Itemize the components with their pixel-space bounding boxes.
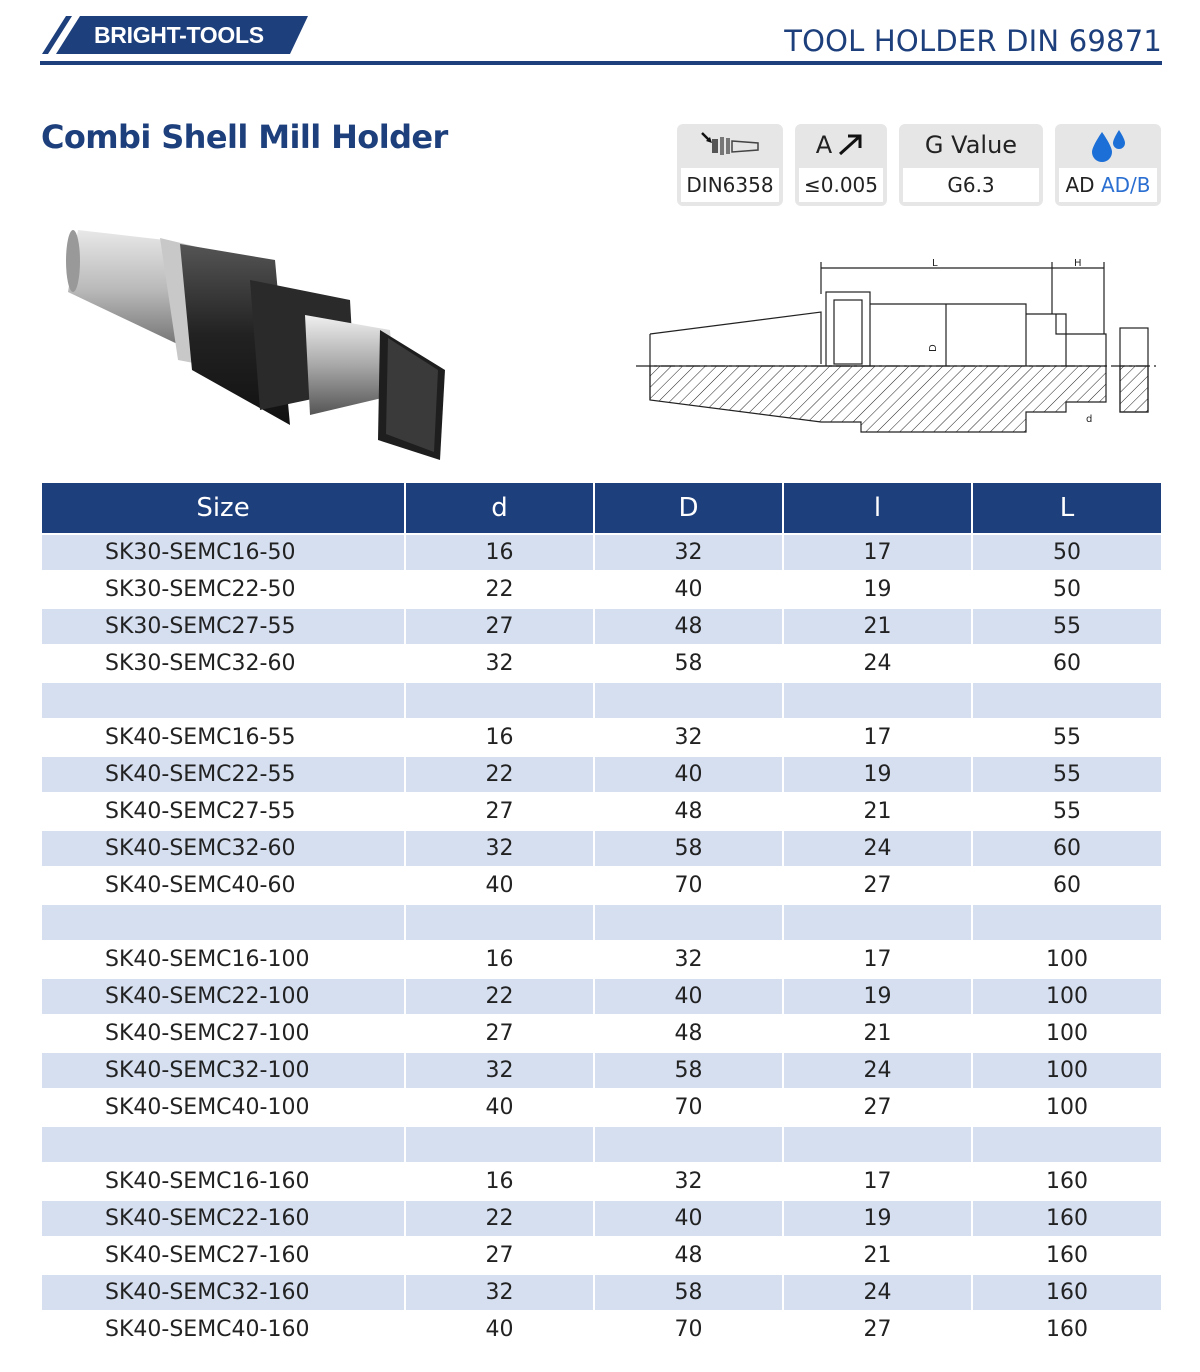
- dim-label-D: D: [928, 344, 939, 352]
- column-header-l-small: l: [783, 483, 972, 534]
- cell-l-large: 160: [972, 1163, 1161, 1200]
- cell-l-small: 24: [783, 1274, 972, 1311]
- table-row: [42, 793, 1161, 830]
- cell-l-small: 24: [783, 645, 972, 682]
- cell-d-large: 48: [594, 793, 783, 830]
- cell-l-large: 60: [972, 867, 1161, 904]
- cell-size: SK40-SEMC32-160: [42, 1274, 405, 1311]
- cell-l-small: 27: [783, 1089, 972, 1126]
- table-row: [42, 1237, 1161, 1274]
- column-header-d-small: d: [405, 483, 594, 534]
- table-row: [42, 756, 1161, 793]
- spec-badge-din-value: DIN6358: [681, 168, 779, 202]
- cell-l-large: 100: [972, 1089, 1161, 1126]
- document-title: TOOL HOLDER DIN 69871: [784, 24, 1162, 58]
- cell-d-small: 32: [405, 645, 594, 682]
- cell-size: SK40-SEMC32-100: [42, 1052, 405, 1089]
- cell-l-small: 24: [783, 830, 972, 867]
- cell-d-large: 32: [594, 941, 783, 978]
- cell-d-large: 48: [594, 608, 783, 645]
- cell-l-small: 19: [783, 756, 972, 793]
- cell-l-large: 160: [972, 1200, 1161, 1237]
- cell-d-large: 58: [594, 645, 783, 682]
- cell-d-small: 22: [405, 978, 594, 1015]
- table-row: [42, 1052, 1161, 1089]
- cell-size: SK40-SEMC27-55: [42, 793, 405, 830]
- column-header-l-large: L: [972, 483, 1161, 534]
- cell-l-large: 50: [972, 571, 1161, 608]
- table-row: [42, 1015, 1161, 1052]
- cell-d-small: 16: [405, 941, 594, 978]
- cell-d-large: 58: [594, 1052, 783, 1089]
- cell-size: [42, 1126, 405, 1163]
- cell-d-large: 40: [594, 978, 783, 1015]
- cell-l-small: 21: [783, 1015, 972, 1052]
- cell-d-small: [405, 682, 594, 719]
- cell-l-small: 17: [783, 1163, 972, 1200]
- spec-badge-din: [677, 124, 783, 206]
- cell-d-large: 40: [594, 1200, 783, 1237]
- table-row: [42, 867, 1161, 904]
- cell-size: SK30-SEMC16-50: [42, 534, 405, 571]
- cell-d-small: 22: [405, 1200, 594, 1237]
- table-row: [42, 1163, 1161, 1200]
- cell-l-large: [972, 1126, 1161, 1163]
- cell-l-large: 55: [972, 793, 1161, 830]
- cell-size: SK40-SEMC27-100: [42, 1015, 405, 1052]
- cell-d-small: 16: [405, 534, 594, 571]
- cell-l-small: 21: [783, 1237, 972, 1274]
- table-row: [42, 941, 1161, 978]
- cell-l-large: 160: [972, 1311, 1161, 1347]
- spec-badge-runout-value: ≤0.005: [799, 168, 883, 202]
- cell-d-large: [594, 904, 783, 941]
- cell-d-small: 22: [405, 756, 594, 793]
- cell-l-large: 100: [972, 1052, 1161, 1089]
- cell-size: SK40-SEMC16-160: [42, 1163, 405, 1200]
- coolant-adb: AD/B: [1100, 173, 1151, 197]
- cell-l-large: 160: [972, 1274, 1161, 1311]
- cell-d-large: 32: [594, 719, 783, 756]
- spec-badge-gvalue: [899, 124, 1043, 206]
- cell-size: SK40-SEMC40-160: [42, 1311, 405, 1347]
- spec-badge-gvalue-value: G6.3: [903, 168, 1039, 202]
- cell-l-small: 17: [783, 941, 972, 978]
- table-row: [42, 1200, 1161, 1237]
- cell-size: SK40-SEMC22-55: [42, 756, 405, 793]
- product-title: Combi Shell Mill Holder: [41, 118, 448, 156]
- cell-d-large: 40: [594, 571, 783, 608]
- cell-l-small: [783, 1126, 972, 1163]
- cell-d-small: 27: [405, 1015, 594, 1052]
- cell-d-small: 40: [405, 1311, 594, 1347]
- table-row: [42, 682, 1161, 719]
- cell-size: SK40-SEMC40-60: [42, 867, 405, 904]
- cell-l-large: 50: [972, 534, 1161, 571]
- cell-l-small: 21: [783, 793, 972, 830]
- dim-label-H: H: [1074, 258, 1082, 269]
- coolant-ad: AD: [1065, 173, 1095, 197]
- cell-d-small: [405, 1126, 594, 1163]
- cell-d-large: [594, 1126, 783, 1163]
- cell-d-small: 16: [405, 1163, 594, 1200]
- cell-size: SK40-SEMC16-100: [42, 941, 405, 978]
- spec-badge-coolant-value: [1059, 168, 1157, 202]
- brand-logo: [42, 16, 308, 54]
- cell-size: SK30-SEMC22-50: [42, 571, 405, 608]
- cell-size: SK40-SEMC22-160: [42, 1200, 405, 1237]
- table-row: [42, 645, 1161, 682]
- cell-d-small: 32: [405, 830, 594, 867]
- cell-l-large: [972, 682, 1161, 719]
- cell-l-large: 60: [972, 645, 1161, 682]
- table-row: [42, 571, 1161, 608]
- cell-l-large: 100: [972, 941, 1161, 978]
- cell-l-small: 27: [783, 867, 972, 904]
- table-row: [42, 904, 1161, 941]
- header-divider: [40, 61, 1162, 65]
- cell-l-large: 60: [972, 830, 1161, 867]
- cell-size: SK40-SEMC32-60: [42, 830, 405, 867]
- column-header-size: Size: [42, 483, 405, 534]
- table-row: [42, 719, 1161, 756]
- cell-size: SK40-SEMC40-100: [42, 1089, 405, 1126]
- spec-badge-runout: [795, 124, 887, 206]
- table-row: [42, 534, 1161, 571]
- cell-d-small: 32: [405, 1274, 594, 1311]
- din-taper-icon: [698, 129, 762, 161]
- cell-d-small: 40: [405, 867, 594, 904]
- cell-l-large: 55: [972, 719, 1161, 756]
- cell-d-large: 70: [594, 867, 783, 904]
- cell-d-small: 40: [405, 1089, 594, 1126]
- table-row: [42, 1311, 1161, 1347]
- cell-d-small: 32: [405, 1052, 594, 1089]
- cell-d-small: 22: [405, 571, 594, 608]
- cell-l-small: 17: [783, 719, 972, 756]
- cell-d-large: 48: [594, 1237, 783, 1274]
- cell-d-small: 27: [405, 608, 594, 645]
- cell-l-large: 100: [972, 1015, 1161, 1052]
- cell-size: SK40-SEMC16-55: [42, 719, 405, 756]
- product-photo: [60, 220, 460, 470]
- cell-d-large: 70: [594, 1089, 783, 1126]
- cell-d-large: 58: [594, 830, 783, 867]
- cell-l-large: 160: [972, 1237, 1161, 1274]
- cell-l-small: 19: [783, 978, 972, 1015]
- cell-l-small: 17: [783, 534, 972, 571]
- technical-drawing: [636, 254, 1156, 454]
- cell-l-large: 55: [972, 608, 1161, 645]
- cell-l-large: [972, 904, 1161, 941]
- dim-label-L: L: [932, 258, 938, 269]
- cell-d-small: 27: [405, 1237, 594, 1274]
- cell-size: [42, 682, 405, 719]
- cell-l-small: 21: [783, 608, 972, 645]
- table-row: [42, 978, 1161, 1015]
- cell-size: SK40-SEMC22-100: [42, 978, 405, 1015]
- specification-table: [42, 483, 1161, 1347]
- cell-l-small: 19: [783, 571, 972, 608]
- table-row: [42, 1274, 1161, 1311]
- cell-d-large: 70: [594, 1311, 783, 1347]
- cell-size: SK30-SEMC32-60: [42, 645, 405, 682]
- cell-size: SK30-SEMC27-55: [42, 608, 405, 645]
- cell-l-small: 24: [783, 1052, 972, 1089]
- cell-d-large: 48: [594, 1015, 783, 1052]
- cell-l-large: 55: [972, 756, 1161, 793]
- cell-d-large: 32: [594, 534, 783, 571]
- cell-size: [42, 904, 405, 941]
- cell-d-large: 40: [594, 756, 783, 793]
- dim-label-d: d: [1086, 414, 1093, 425]
- cell-d-small: 16: [405, 719, 594, 756]
- cell-d-large: [594, 682, 783, 719]
- cell-size: SK40-SEMC27-160: [42, 1237, 405, 1274]
- gvalue-label: G Value: [924, 131, 1018, 159]
- cell-l-small: 27: [783, 1311, 972, 1347]
- coolant-drops-icon: [1088, 128, 1128, 162]
- cell-d-large: 32: [594, 1163, 783, 1200]
- cell-d-small: 27: [405, 793, 594, 830]
- column-header-d-large: D: [594, 483, 783, 534]
- cell-l-large: 100: [972, 978, 1161, 1015]
- cell-l-small: [783, 904, 972, 941]
- table-header-row: [42, 483, 1161, 534]
- spec-badge-coolant: [1055, 124, 1161, 206]
- cell-l-small: 19: [783, 1200, 972, 1237]
- table-row: [42, 830, 1161, 867]
- runout-arrow-icon: [836, 132, 866, 158]
- table-row: [42, 1126, 1161, 1163]
- table-row: [42, 1089, 1161, 1126]
- table-row: [42, 608, 1161, 645]
- cell-d-small: [405, 904, 594, 941]
- logo-text: BRIGHT-TOOLS: [94, 22, 264, 48]
- runout-label: A: [815, 131, 833, 159]
- cell-d-large: 58: [594, 1274, 783, 1311]
- cell-l-small: [783, 682, 972, 719]
